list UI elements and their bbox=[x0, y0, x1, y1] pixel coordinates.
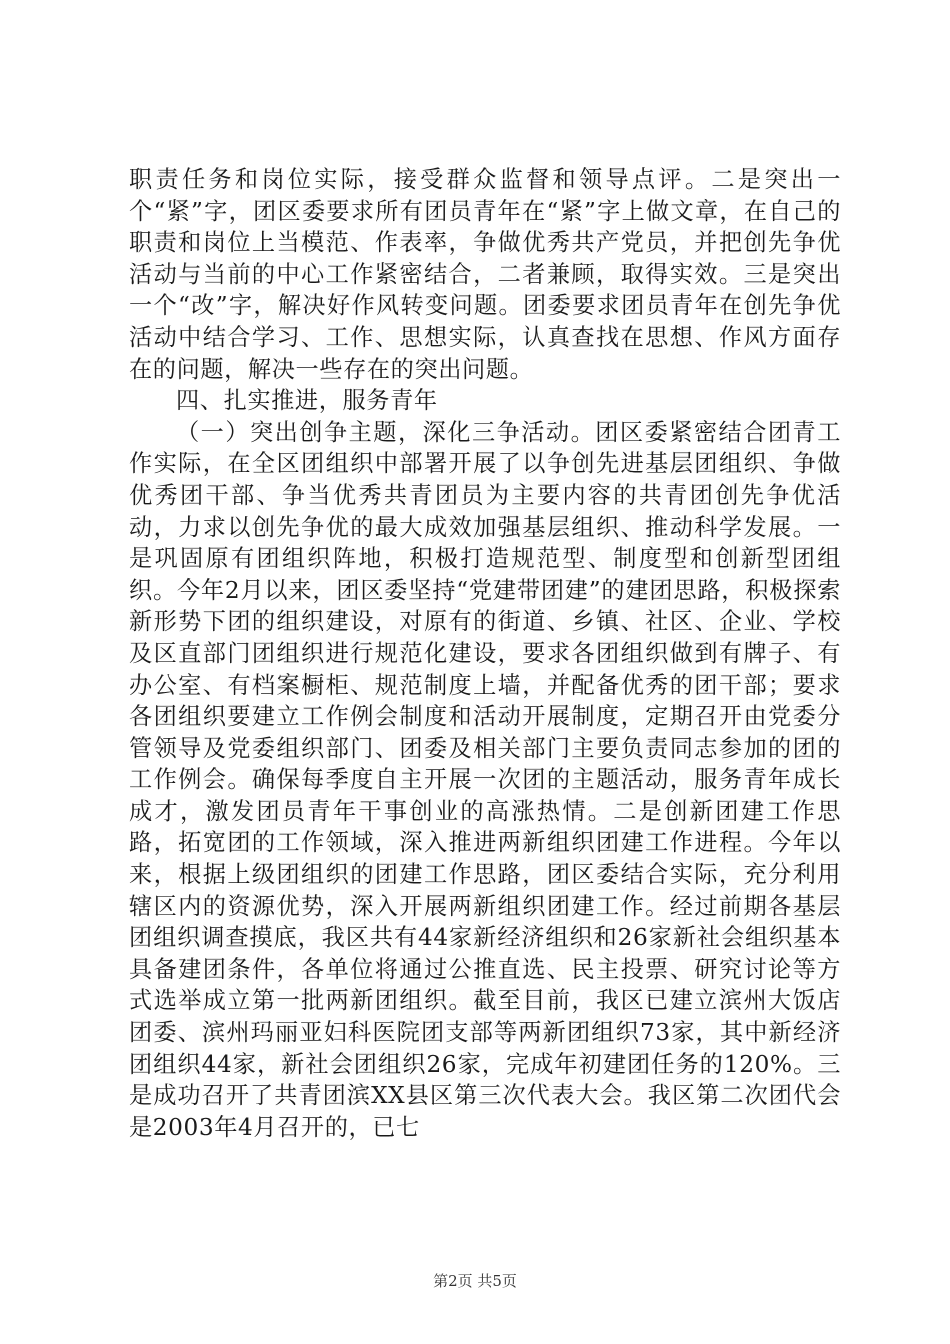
section-heading: 四、扎实推进，服务青年 bbox=[176, 387, 438, 415]
paragraph-subsection-1: （一）突出创争主题，深化三争活动。团区委紧密结合团青工作实际，在全区团组织中部署开展了以争创先进基层团组织、争做优秀团干部、争当优秀共青团员为主要内容的共青团创先争优活动，力求以创先争优的最大成效加强基层组织、推动科学发展。一是巩固原有团组织阵地，积极打造规范型、制度型和创新型团组织。今年2月以来，团区委坚持“党建带团建”的建团思路，积极探索新形势下团的组织建设，对原有的街道、乡镇、社区、企业、学校及区直部门团组织进行规范化建设，要求各团组织做到有牌子、有办公室、有档案橱柜、规范制度上墙，并配备优秀的团干部；要求各团组织要建立工作例会制度和活动开展制度，定期召开由党委分管领导及党委组织部门、团委及相关部门主要负责同志参加的团的工作例会。确保每季度自主开展一次团的主题活动，服务青年成长成才，激发团员青年干事创业的高涨热情。二是创新团建工作思路，拓宽团的工作领域，深入推进两新组织团建工作进程。今年以来，根据上级团组织的团建工作思路，团区委结合实际，充分利用辖区内的资源优势，深入开展两新组织团建工作。经过前期各基层团组织调查摸底，我区共有44家新经济组织和26家新社会组织基本具备建团条件，各单位将通过公推直选、民主投票、研究讨论等方式选举成立第一批两新团组织。截至目前，我区已建立滨州大饭店团委、滨州玛丽亚妇科医院团支部等两新团组织73家，其中新经济团组织44家，新社会团组织26家，完成年初建团任务的120%。三是成功召开了共青团滨XX县区第三次代表大会。我区第二次团代会是2003年4月召开的，已七 bbox=[129, 418, 841, 1141]
page-total: 共5页 bbox=[477, 1272, 517, 1290]
document-body bbox=[129, 164, 841, 1143]
page-footer bbox=[0, 1271, 950, 1291]
page-number: 第2页 bbox=[433, 1272, 473, 1290]
paragraph-continued: 职责任务和岗位实际，接受群众监督和领导点评。二是突出一个“紧”字，团区委要求所有团员青年在“紧”字上做文章，在自己的职责和岗位上当模范、作表率，争做优秀共产党员，并把创先争优活动与当前的中心工作紧密结合，二者兼顾，取得实效。三是突出一个“改”字，解决好作风转变问题。团委要求团员青年在创先争优活动中结合学习、工作、思想实际，认真查找在思想、作风方面存在的问题，解决一些存在的突出问题。 bbox=[129, 166, 841, 383]
